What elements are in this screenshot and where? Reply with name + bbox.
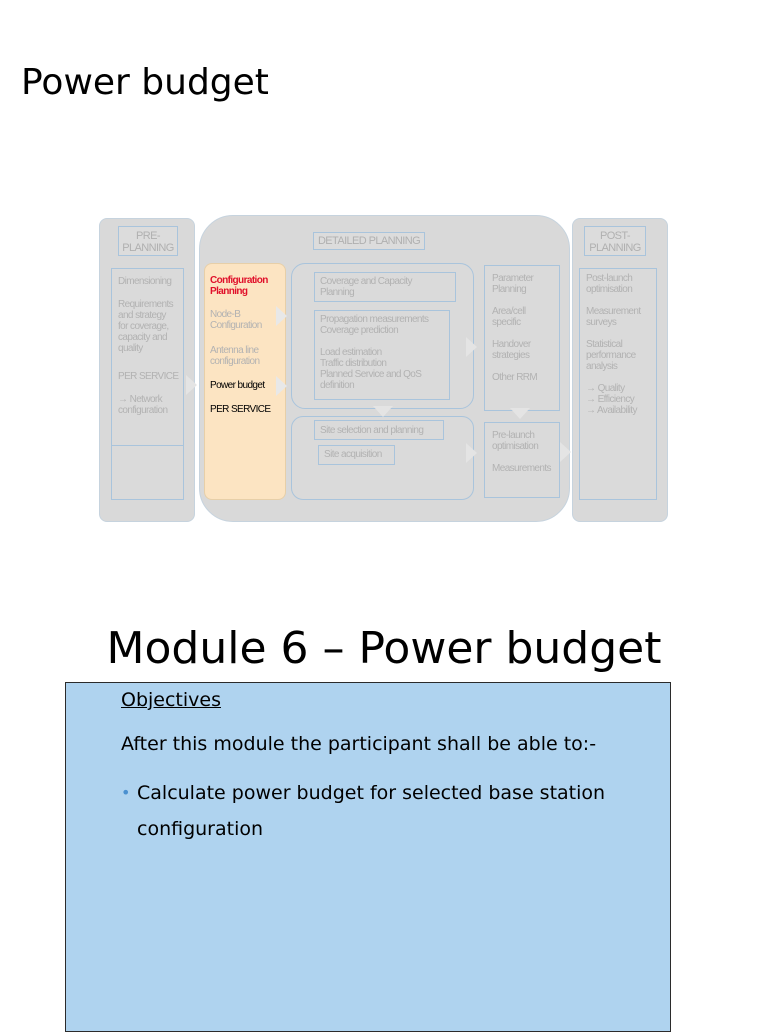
parameter-planning-items: Parameter Planning Area/cell specific Handover strategies Other RRM xyxy=(492,273,538,383)
arrow-right-pre-to-config xyxy=(186,375,197,395)
arrow-down-parameter-to-prelaunch xyxy=(510,408,530,419)
arrow-down-coverage-to-site xyxy=(373,406,393,417)
post-planning-header: POST- PLANNING xyxy=(584,226,646,256)
arrow-right-config-to-coverage xyxy=(276,306,287,326)
pre-planning-steps xyxy=(111,268,184,446)
module-title: Module 6 – Power budget xyxy=(106,623,662,674)
site-acquisition-label: Site acquisition xyxy=(324,449,382,460)
arrow-right-site-to-prelaunch xyxy=(466,443,477,463)
node-b-configuration: Node-B Configuration xyxy=(210,309,262,331)
pre-planning-per-service: PER SERVICE xyxy=(118,371,179,382)
page-title: Power budget xyxy=(21,62,269,103)
bullet-dot-icon: • xyxy=(121,783,131,802)
pre-planning-network-config: → Network configuration xyxy=(118,394,168,416)
detailed-planning-header: DETAILED PLANNING xyxy=(313,232,425,250)
power-budget-current-step: Power budget xyxy=(210,380,265,391)
config-per-service: PER SERVICE xyxy=(210,404,271,415)
coverage-capacity-title: Coverage and Capacity Planning xyxy=(320,276,412,298)
objective-bullet-text: Calculate power budget for selected base station configuration xyxy=(137,782,606,840)
configuration-planning-title: Configuration Planning xyxy=(210,275,268,297)
pre-planning-header: PRE- PLANNING xyxy=(118,226,178,256)
objectives-box xyxy=(65,682,671,1032)
objectives-intro: After this module the participant shall be able to:- xyxy=(121,733,597,755)
site-selection-label: Site selection and planning xyxy=(320,425,424,436)
objectives-heading: Objectives xyxy=(121,689,221,711)
planning-process-diagram xyxy=(98,214,670,524)
post-planning-items: Post-launch optimisation Measurement surveys Statistical performance analysis → Quality → Efficiency → Availability xyxy=(586,273,641,416)
arrow-right-prelaunch-to-post xyxy=(560,442,571,462)
pre-planning-requirements: Requirements and strategy for coverage, capacity and quality xyxy=(118,299,174,354)
pre-launch-items: Pre-launch optimisation Measurements xyxy=(492,430,551,474)
objective-bullet-item xyxy=(121,775,621,847)
arrow-right-power-budget xyxy=(276,376,287,396)
arrow-right-coverage-to-parameter xyxy=(466,337,477,357)
pre-planning-dimensioning: Dimensioning xyxy=(118,276,172,287)
coverage-capacity-items: Propagation measurements Coverage prediction Load estimation Traffic distribution Planned Service and QoS definition xyxy=(320,314,429,391)
antenna-line-configuration: Antenna line configuration xyxy=(210,345,260,367)
pre-planning-bottom xyxy=(111,446,184,500)
